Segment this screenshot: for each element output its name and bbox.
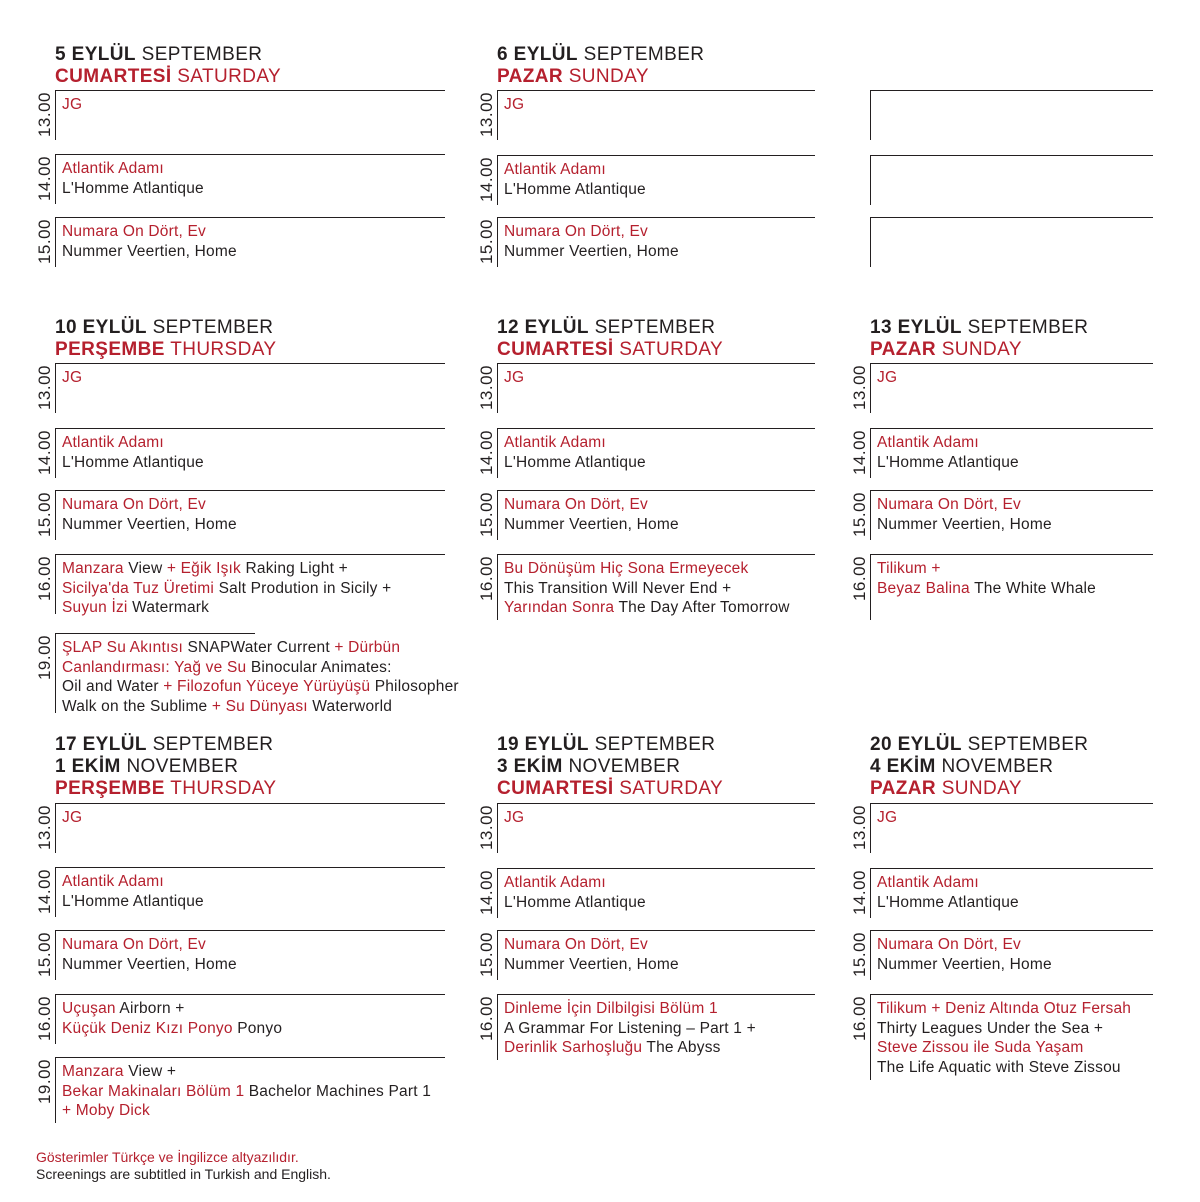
film-title-tr: Canlandırması: Yağ ve Su <box>62 658 247 676</box>
slot-frame <box>55 428 445 478</box>
weekday-en: SUNDAY <box>941 778 1022 799</box>
film-title-en: L'Homme Atlantique <box>877 893 1019 911</box>
slot-time: 14.00 <box>850 430 869 476</box>
film-line <box>62 999 445 1019</box>
film-title-en: SNAPWater Current <box>182 639 335 656</box>
date-tr: 6 EYLÜL <box>497 44 578 65</box>
film-line <box>62 579 445 599</box>
slot-time: 14.00 <box>35 869 54 915</box>
film-title-tr: JG <box>504 96 525 113</box>
film-title-en: View + <box>123 1063 177 1080</box>
slot-time: 15.00 <box>35 219 54 265</box>
film-title-en: The Day After Tomorrow <box>614 599 790 616</box>
slot-time: 19.00 <box>35 635 54 681</box>
film-title-tr: Sicilya'da Tuz Üretimi <box>62 579 215 597</box>
date-en: SEPTEMBER <box>967 317 1089 338</box>
weekday-heading <box>870 778 1088 800</box>
slot-frame <box>870 930 1153 980</box>
date-en: SEPTEMBER <box>594 317 716 338</box>
weekday-heading <box>497 339 723 361</box>
film-title-en: Watermark <box>127 599 210 616</box>
film-title-tr: + Eğik Işık <box>166 560 241 577</box>
film-title-tr: Manzara <box>62 1063 124 1080</box>
date2-en: NOVEMBER <box>568 756 681 777</box>
film-title-tr: Tilikum + <box>877 560 941 577</box>
film-line <box>877 495 1153 515</box>
film-title-en: Nummer Veertien, Home <box>877 515 1052 533</box>
film-line <box>62 433 445 453</box>
film-title-tr: ŞLAP Su Akıntısı <box>62 639 183 656</box>
film-title-en: Nummer Veertien, Home <box>62 242 237 260</box>
slot-frame <box>55 633 459 715</box>
film-line <box>62 95 445 115</box>
film-line <box>504 95 815 115</box>
weekday-en: SUNDAY <box>568 66 649 87</box>
film-title-tr: Atlantik Adamı <box>877 434 979 451</box>
slot-time: 14.00 <box>850 870 869 916</box>
film-title-tr: JG <box>504 369 525 386</box>
film-title-tr: Atlantik Adamı <box>62 873 164 890</box>
film-line <box>62 1082 445 1102</box>
film-line <box>877 873 1153 893</box>
slot-time: 15.00 <box>850 492 869 538</box>
film-title-tr: + Filozofun Yüceye Yürüyüşü <box>163 678 371 695</box>
film-line <box>62 808 445 828</box>
slot-time: 15.00 <box>477 219 496 265</box>
day-column-sep-19-oct-3 <box>477 734 756 1056</box>
film-title-tr: Numara On Dört, Ev <box>62 223 207 240</box>
film-title-tr: Numara On Dört, Ev <box>504 936 649 953</box>
day-column-sep-5 <box>35 44 282 265</box>
film-title-en: Airborn + <box>115 1000 185 1017</box>
slot-time: 14.00 <box>477 870 496 916</box>
film-title-tr: Atlantik Adamı <box>504 874 606 891</box>
film-title-tr: Numara On Dört, Ev <box>62 936 207 953</box>
film-title-en: Walk on the Sublime <box>62 697 212 715</box>
date-heading <box>870 317 1088 339</box>
weekday-tr: PAZAR <box>870 778 937 799</box>
film-line <box>62 1062 445 1082</box>
weekday-en: THURSDAY <box>170 339 277 360</box>
slot-frame <box>870 363 1153 413</box>
slot-frame <box>870 217 1153 267</box>
film-title-tr: Atlantik Adamı <box>504 434 606 451</box>
film-title-tr: Numara On Dört, Ev <box>877 496 1022 513</box>
date-en: SEPTEMBER <box>967 734 1089 755</box>
weekday-heading <box>55 339 277 361</box>
film-title-tr: JG <box>62 809 83 826</box>
film-title-tr: Steve Zissou ile Suda Yaşam <box>877 1039 1084 1056</box>
film-line <box>504 893 815 913</box>
date-tr: 17 EYLÜL <box>55 734 147 755</box>
date-tr: 5 EYLÜL <box>55 44 136 65</box>
slot-frame <box>497 994 815 1060</box>
date-heading <box>870 734 1088 756</box>
film-line <box>504 598 815 618</box>
film-title-en: L'Homme Atlantique <box>62 453 204 471</box>
date-heading <box>497 734 723 756</box>
film-title-en: Waterworld <box>307 697 393 715</box>
film-line <box>62 559 445 579</box>
film-line <box>62 453 445 473</box>
film-line <box>877 893 1153 913</box>
film-line <box>877 1058 1153 1078</box>
day-column-sep-6 <box>477 44 705 265</box>
weekday-heading <box>497 66 704 88</box>
film-line <box>877 579 1153 599</box>
slot-frame <box>497 868 815 918</box>
film-line <box>62 697 393 717</box>
date-tr: 20 EYLÜL <box>870 734 962 755</box>
weekday-heading <box>497 778 723 800</box>
slot-frame <box>870 868 1153 918</box>
film-line <box>504 579 815 599</box>
film-title-en: L'Homme Atlantique <box>62 892 204 910</box>
film-title-en: Ponyo <box>232 1019 283 1037</box>
slot-frame <box>55 90 445 140</box>
film-title-en: Raking Light + <box>241 560 348 577</box>
slot-frame <box>870 803 1153 853</box>
slot-frame <box>55 217 445 267</box>
film-line <box>62 677 459 697</box>
film-title-en: View <box>123 560 167 577</box>
film-line <box>62 892 445 912</box>
slot-time: 16.00 <box>477 556 496 602</box>
film-title-tr: Küçük Deniz Kızı Ponyo <box>62 1019 233 1037</box>
film-line <box>62 1101 445 1121</box>
date2-heading <box>55 756 277 778</box>
film-line <box>877 1038 1153 1058</box>
slot-frame <box>55 867 445 917</box>
date-heading <box>497 317 723 339</box>
date-en: SEPTEMBER <box>583 44 705 65</box>
slot-frame <box>870 155 1153 205</box>
film-title-tr: Bu Dönüşüm Hiç Sona Ermeyecek <box>504 560 749 577</box>
film-title-tr: Atlantik Adamı <box>62 160 164 177</box>
slot-frame <box>55 994 445 1044</box>
slot-frame <box>497 155 815 205</box>
slot-frame <box>497 554 815 620</box>
film-title-tr: Yarından Sonra <box>504 599 615 616</box>
day-column-sep-13 <box>850 317 1096 602</box>
slot-time: 13.00 <box>477 365 496 411</box>
film-line <box>504 222 815 242</box>
film-line <box>504 955 815 975</box>
film-line <box>504 873 815 893</box>
film-line <box>62 658 392 678</box>
date-en: SEPTEMBER <box>594 734 716 755</box>
slot-frame <box>497 490 815 540</box>
film-line <box>877 999 1153 1019</box>
slot-time: 13.00 <box>477 805 496 851</box>
film-title-en: L'Homme Atlantique <box>504 453 646 471</box>
film-line <box>504 495 815 515</box>
film-title-en: The White Whale <box>969 579 1096 597</box>
film-line <box>504 1019 815 1039</box>
date2-en: NOVEMBER <box>126 756 239 777</box>
film-title-tr: Numara On Dört, Ev <box>877 936 1022 953</box>
slot-frame <box>55 930 445 980</box>
film-title-en: The Life Aquatic with Steve Zissou <box>877 1058 1121 1076</box>
film-line <box>504 935 815 955</box>
date2-tr: 4 EKİM <box>870 756 936 777</box>
film-title-tr: Derinlik Sarhoşluğu <box>504 1039 643 1056</box>
slot-time: 14.00 <box>35 430 54 476</box>
film-line <box>877 368 1153 388</box>
date2-heading <box>870 756 1088 778</box>
subtitle-note-en: Screenings are subtitled in Turkish and English. <box>36 1166 331 1182</box>
film-line <box>504 515 815 535</box>
film-line <box>877 955 1153 975</box>
slot-frame <box>55 554 445 614</box>
film-title-tr: Numara On Dört, Ev <box>504 223 649 240</box>
date-tr: 19 EYLÜL <box>497 734 589 755</box>
film-line <box>877 559 1153 579</box>
slot-time: 15.00 <box>477 932 496 978</box>
film-line <box>877 935 1153 955</box>
weekday-tr: PERŞEMBE <box>55 339 165 360</box>
film-title-en: L'Homme Atlantique <box>504 893 646 911</box>
slot-frame <box>870 554 1153 620</box>
film-title-tr: Numara On Dört, Ev <box>504 496 649 513</box>
weekday-tr: PERŞEMBE <box>55 778 165 799</box>
film-title-en: Thirty Leagues Under the Sea + <box>877 1019 1104 1037</box>
weekday-en: SATURDAY <box>619 778 724 799</box>
slot-time: 13.00 <box>850 805 869 851</box>
date2-tr: 3 EKİM <box>497 756 563 777</box>
film-title-en: Nummer Veertien, Home <box>504 955 679 973</box>
slot-time: 16.00 <box>35 556 54 602</box>
film-title-en: Nummer Veertien, Home <box>62 515 237 533</box>
film-title-tr: Uçuşan <box>62 1000 116 1017</box>
film-title-en: L'Homme Atlantique <box>877 453 1019 471</box>
date-heading <box>55 317 277 339</box>
film-line <box>504 999 815 1019</box>
slot-time: 15.00 <box>35 932 54 978</box>
film-line <box>62 179 445 199</box>
slot-time: 16.00 <box>477 996 496 1042</box>
date2-heading <box>497 756 723 778</box>
film-title-tr: + Moby Dick <box>62 1102 150 1119</box>
film-title-tr: Dinleme İçin Dilbilgisi Bölüm 1 <box>504 1000 718 1017</box>
film-title-tr: Tilikum + Deniz Altında Otuz Fersah <box>877 1000 1132 1017</box>
film-line <box>877 453 1153 473</box>
film-title-en: Nummer Veertien, Home <box>504 515 679 533</box>
film-title-tr: + Dürbün <box>334 639 401 656</box>
slot-time: 19.00 <box>35 1059 54 1105</box>
film-line <box>504 368 815 388</box>
film-line <box>62 515 445 535</box>
slot-frame <box>497 217 815 267</box>
film-line <box>877 515 1153 535</box>
slot-time: 16.00 <box>35 996 54 1042</box>
slot-time: 15.00 <box>35 492 54 538</box>
slot-frame <box>55 490 445 540</box>
film-title-tr: Atlantik Adamı <box>877 874 979 891</box>
film-title-tr: Bekar Makinaları Bölüm 1 <box>62 1082 245 1100</box>
weekday-heading <box>55 778 277 800</box>
slot-time: 16.00 <box>850 556 869 602</box>
weekday-heading <box>55 66 281 88</box>
day-column-sep-10 <box>35 317 459 715</box>
slot-time: 15.00 <box>477 492 496 538</box>
film-title-tr: JG <box>877 369 898 386</box>
film-line <box>62 872 445 892</box>
film-title-en: L'Homme Atlantique <box>62 179 204 197</box>
film-line <box>877 808 1153 828</box>
date-en: SEPTEMBER <box>152 734 274 755</box>
film-title-en: Philosopher <box>370 678 459 695</box>
slot-time: 16.00 <box>850 996 869 1042</box>
weekday-en: SATURDAY <box>177 66 282 87</box>
date-en: SEPTEMBER <box>152 317 274 338</box>
film-title-en: L'Homme Atlantique <box>504 180 646 198</box>
date-heading <box>55 734 277 756</box>
date-tr: 10 EYLÜL <box>55 317 147 338</box>
film-line <box>504 808 815 828</box>
weekday-tr: PAZAR <box>497 66 564 87</box>
film-title-tr: Atlantik Adamı <box>504 161 606 178</box>
film-title-en: Binocular Animates: <box>246 658 392 676</box>
slot-frame <box>497 803 815 853</box>
film-line <box>504 1038 815 1058</box>
film-line <box>877 1019 1153 1039</box>
film-title-tr: JG <box>877 809 898 826</box>
slot-frame <box>870 428 1153 478</box>
slot-frame <box>870 90 1153 140</box>
date-heading <box>497 44 704 66</box>
film-title-tr: Atlantik Adamı <box>62 434 164 451</box>
film-title-tr: JG <box>504 809 525 826</box>
film-line <box>504 160 815 180</box>
film-title-en: The Abyss <box>642 1039 721 1056</box>
film-title-tr: Numara On Dört, Ev <box>62 496 207 513</box>
subtitle-note <box>36 1149 331 1183</box>
slot-frame <box>870 994 1153 1080</box>
film-line <box>62 495 445 515</box>
slot-time: 13.00 <box>850 365 869 411</box>
slot-time: 13.00 <box>35 805 54 851</box>
weekday-en: SATURDAY <box>619 339 724 360</box>
film-line <box>62 598 445 618</box>
weekday-tr: CUMARTESİ <box>497 339 614 360</box>
date-heading <box>55 44 281 66</box>
slot-time: 13.00 <box>35 365 54 411</box>
film-title-en: Nummer Veertien, Home <box>504 242 679 260</box>
film-line <box>62 935 445 955</box>
film-line <box>62 955 445 975</box>
film-title-tr: + Su Dünyası <box>211 697 308 715</box>
slot-time: 14.00 <box>477 430 496 476</box>
film-title-tr: Beyaz Balina <box>877 579 970 597</box>
weekday-heading <box>870 339 1088 361</box>
film-title-en: Nummer Veertien, Home <box>62 955 237 973</box>
date-tr: 12 EYLÜL <box>497 317 589 338</box>
film-title-tr: JG <box>62 369 83 386</box>
film-title-tr: JG <box>62 96 83 113</box>
film-line <box>62 242 445 262</box>
subtitle-note-tr: Gösterimler Türkçe ve İngilizce altyazılıdır. <box>36 1149 299 1165</box>
film-title-tr: Suyun İzi <box>62 599 128 616</box>
date-tr: 13 EYLÜL <box>870 317 962 338</box>
film-line <box>62 368 445 388</box>
film-line <box>504 242 815 262</box>
film-line <box>62 222 445 242</box>
film-title-en: A Grammar For Listening – Part 1 + <box>504 1019 756 1037</box>
slot-frame <box>55 154 445 204</box>
date2-en: NOVEMBER <box>941 756 1054 777</box>
date-en: SEPTEMBER <box>141 44 263 65</box>
film-title-en: This Transition Will Never End + <box>504 579 732 597</box>
slot-frame <box>497 428 815 478</box>
day-column-sep-17-oct-1 <box>35 734 432 1119</box>
slot-time: 13.00 <box>477 92 496 138</box>
film-title-en: Nummer Veertien, Home <box>877 955 1052 973</box>
slot-frame <box>497 90 815 140</box>
day-column-sep-20-oct-4 <box>850 734 1132 1076</box>
slot-frame <box>870 490 1153 540</box>
slot-frame <box>55 363 445 413</box>
slot-frame <box>55 803 445 853</box>
film-line <box>877 433 1153 453</box>
slot-time: 14.00 <box>477 157 496 203</box>
slot-frame <box>497 363 815 413</box>
film-title-en: Salt Prodution in Sicily + <box>214 579 392 597</box>
slot-time: 14.00 <box>35 156 54 202</box>
slot-frame <box>497 930 815 980</box>
film-line <box>504 433 815 453</box>
date2-tr: 1 EKİM <box>55 756 121 777</box>
weekday-en: SUNDAY <box>941 339 1022 360</box>
film-title-tr: Manzara <box>62 560 124 577</box>
film-line <box>504 453 815 473</box>
slot-time: 15.00 <box>850 932 869 978</box>
day-column-sep-12 <box>477 317 790 616</box>
weekday-en: THURSDAY <box>170 778 277 799</box>
film-line <box>62 1019 445 1039</box>
film-title-en: Bachelor Machines Part 1 <box>244 1082 432 1100</box>
film-line <box>62 638 401 658</box>
slot-time: 13.00 <box>35 92 54 138</box>
weekday-tr: CUMARTESİ <box>497 778 614 799</box>
film-title-en: Oil and Water <box>62 678 164 695</box>
film-line <box>62 159 445 179</box>
weekday-tr: PAZAR <box>870 339 937 360</box>
weekday-tr: CUMARTESİ <box>55 66 172 87</box>
film-line <box>504 180 815 200</box>
slot-frame <box>55 1057 445 1123</box>
film-line <box>504 559 815 579</box>
